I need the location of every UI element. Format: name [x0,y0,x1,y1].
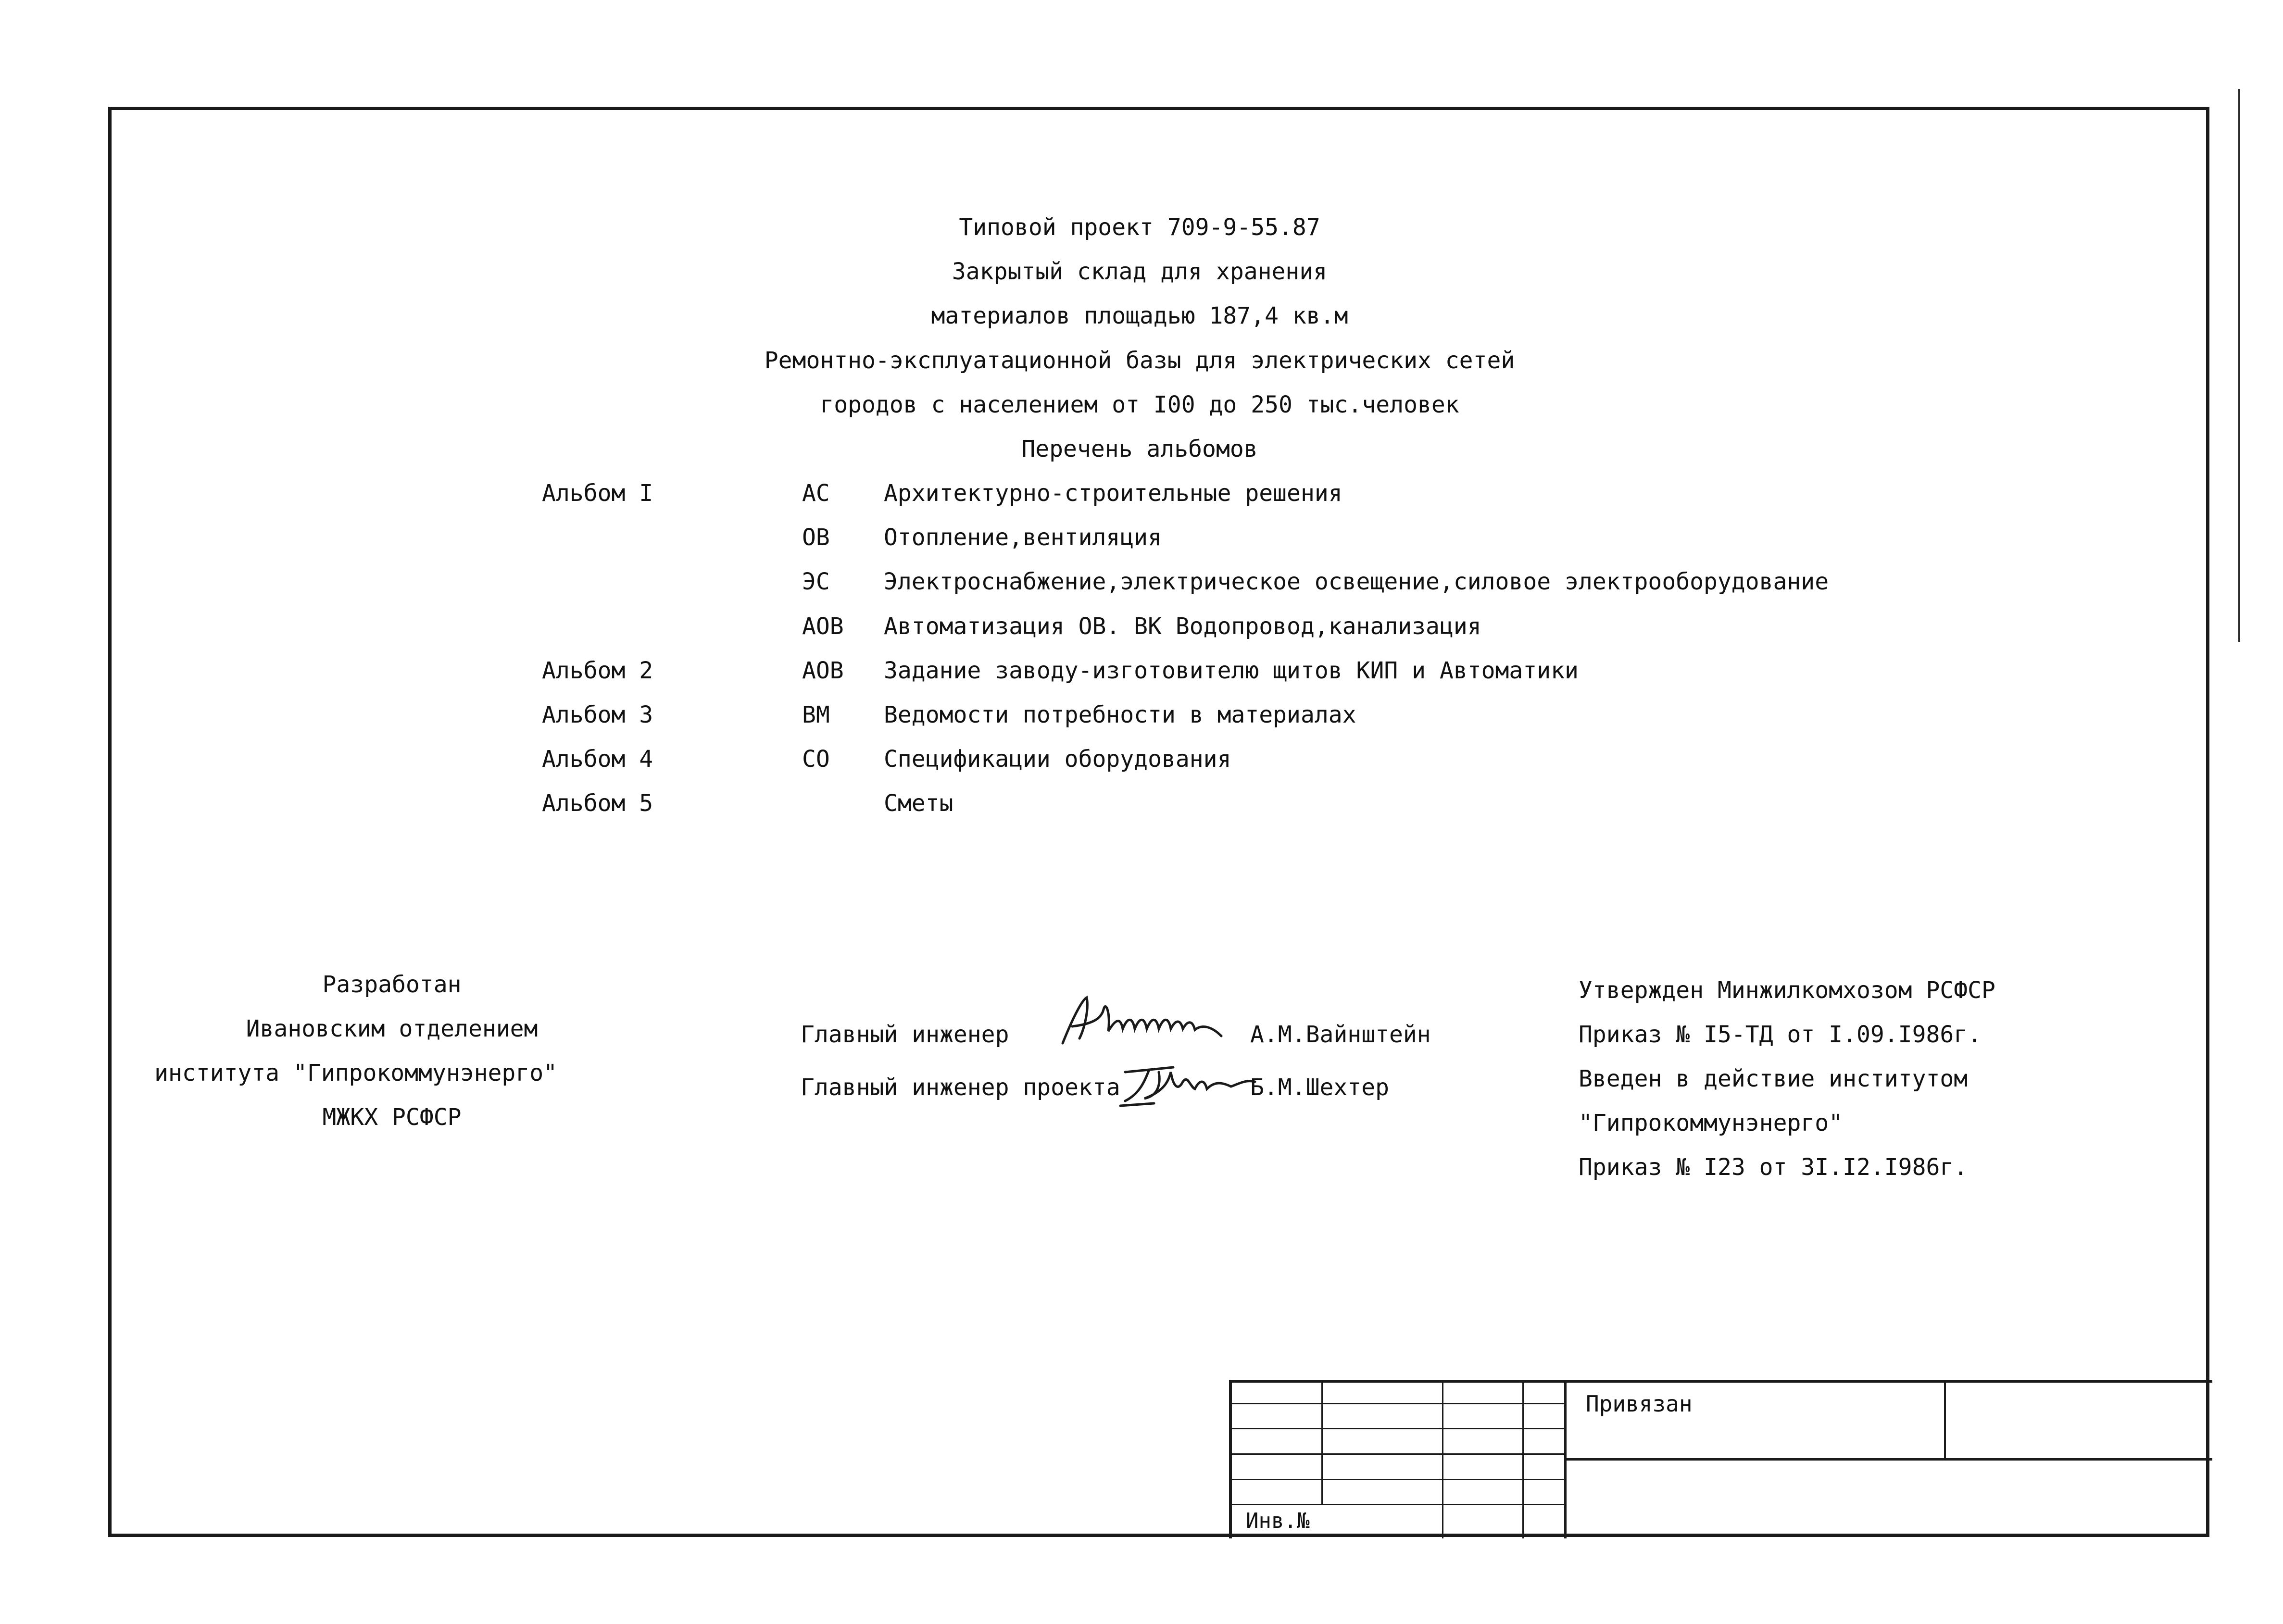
album-list-title: Перечень альбомов [1021,436,1258,462]
album-code: ОВ [802,524,830,551]
stamp-table [1229,1380,2212,1538]
chief-engineer-signature [1058,990,1231,1053]
chief-project-engineer-label: Главный инженер проекта [801,1074,1120,1101]
album-desc: Автоматизация ОВ. ВК Водопровод,канализация [884,613,1481,640]
developer-line-3: института "Гипрокоммунэнерго" [154,1060,558,1087]
album-code: АОВ [802,657,844,684]
approval-line-3: Введен в действие институтом [1579,1065,1968,1092]
album-desc: Спецификации оборудования [884,746,1231,773]
approval-line-2: Приказ № I5-ТД от I.09.I986г. [1579,1021,1982,1048]
album-code: ЭС [802,568,830,595]
approval-line-5: Приказ № I23 от 3I.I2.I986г. [1579,1154,1968,1181]
album-desc: Сметы [884,790,953,817]
project-subtitle-3: Ремонтно-эксплуатационной базы для электрических сетей [764,347,1515,374]
stamp-inv-label: Инв.№ [1246,1509,1310,1533]
approval-line-1: Утвержден Минжилкомхозом РСФСР [1579,977,1995,1004]
album-desc: Ведомости потребности в материалах [884,701,1356,728]
developer-line-2: Ивановским отделением [246,1015,538,1042]
album-code: СО [802,746,830,773]
album-code: ВМ [802,701,830,728]
project-subtitle-1: Закрытый склад для хранения [952,258,1328,285]
album-code: АОВ [802,613,844,640]
project-title: Типовой проект 709-9-55.87 [959,214,1320,241]
album-label: Альбом 2 [542,657,653,684]
developer-line-1: Разработан [322,971,462,998]
approval-line-4: "Гипрокоммунэнерго" [1579,1110,1843,1137]
chief-engineer-name: А.М.Вайнштейн [1250,1021,1431,1048]
chief-project-engineer-name: Б.М.Шехтер [1250,1074,1389,1101]
album-desc: Задание заводу-изготовителю щитов КИП и Автоматики [884,657,1579,684]
album-label: Альбом I [542,480,653,507]
stamp-bound-label: Привязан [1586,1391,1693,1417]
project-subtitle-4: городов с населением от I00 до 250 тыс.человек [820,391,1459,418]
album-desc: Электроснабжение,электрическое освещение,силовое электрооборудование [884,568,1829,595]
album-code: АС [802,480,830,507]
developer-line-4: МЖКХ РСФСР [322,1104,462,1131]
album-label: Альбом 5 [542,790,653,817]
album-label: Альбом 4 [542,746,653,773]
album-label: Альбом 3 [542,701,653,728]
album-desc: Отопление,вентиляция [884,524,1162,551]
chief-project-engineer-signature [1116,1053,1260,1111]
chief-engineer-label: Главный инженер [801,1021,1009,1048]
project-subtitle-2: материалов площадью 187,4 кв.м [931,302,1348,329]
edge-line [2238,89,2240,642]
album-desc: Архитектурно-строительные решения [884,480,1342,507]
